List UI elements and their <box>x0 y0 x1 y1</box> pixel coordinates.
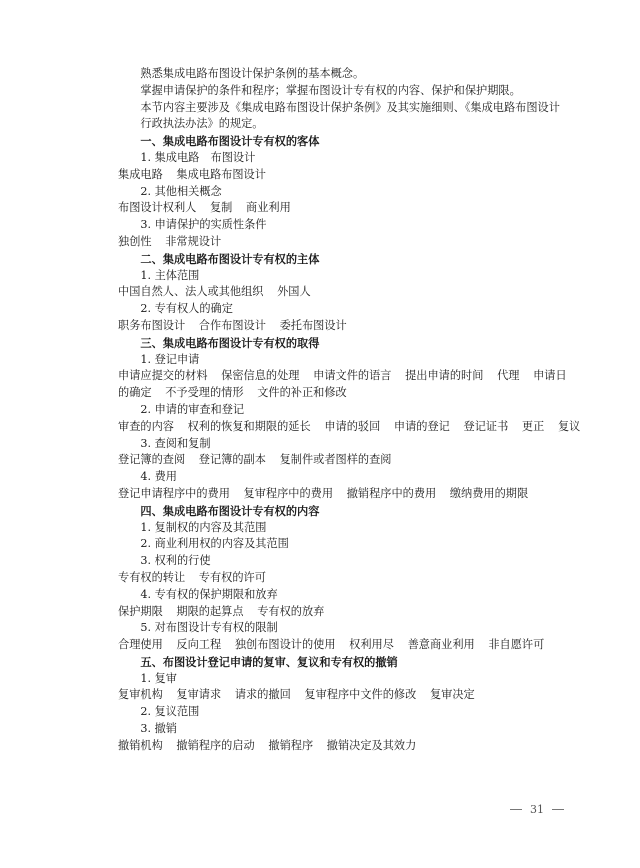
term-item: 职务布图设计 <box>118 318 186 332</box>
subsection-title: 2. 复议范围 <box>140 705 200 719</box>
subsection-title: 3. 权利的行使 <box>140 554 211 568</box>
term-item: 撤销机构 <box>118 738 163 752</box>
subsection-title: 1. 主体范围 <box>140 268 200 282</box>
subsection-title: 3. 撤销 <box>140 722 177 736</box>
subsection-title: 4. 专有权的保护期限和放弃 <box>140 587 278 601</box>
subsection-title: 3. 查阅和复制 <box>140 436 211 450</box>
term-item: 复审决定 <box>429 688 475 702</box>
term-list <box>118 570 570 587</box>
subsection-title: 1. 复制权的内容及其范围 <box>140 520 267 534</box>
footer-dash-right <box>552 809 564 810</box>
term-list <box>118 167 570 184</box>
section-heading: 五、布图设计登记申请的复审、复议和专有权的撤销 <box>140 654 398 669</box>
term-item: 期限的起算点 <box>176 604 244 618</box>
subsection-title: 1. 复审 <box>140 671 177 685</box>
subsection-title: 2. 申请的审查和登记 <box>140 402 245 416</box>
term-item: 更正 <box>521 419 545 433</box>
term-item: 复审程序中的费用 <box>243 486 334 500</box>
term-item: 缴纳费用的期限 <box>449 486 529 500</box>
term-list <box>118 738 570 755</box>
term-item: 集成电路 <box>118 167 163 181</box>
intro-line-1: 熟悉集成电路布图设计保护条例的基本概念。 <box>140 67 365 80</box>
term-item: 登记簿的查阅 <box>118 453 186 467</box>
term-item: 撤销程序的启动 <box>176 738 255 752</box>
term-item: 登记簿的副本 <box>198 453 266 467</box>
subsection-title: 3. 申请保护的实质性条件 <box>140 218 267 232</box>
term-list <box>118 419 581 436</box>
term-item: 复审程序中文件的修改 <box>304 688 417 702</box>
term-item: 非自愿许可 <box>488 638 545 652</box>
term-item: 布图设计权利人 <box>118 201 197 215</box>
term-item: 登记证书 <box>463 419 509 433</box>
term-item: 专有权的转让 <box>118 570 186 584</box>
subsection-title: 2. 专有权人的确定 <box>140 302 233 316</box>
term-item: 中国自然人、法人或其他组织 <box>118 285 264 299</box>
term-item: 申请日的确定 <box>118 369 567 400</box>
term-list <box>118 234 570 251</box>
section-heading: 二、集成电路布图设计专有权的主体 <box>140 251 320 266</box>
term-item: 复审请求 <box>176 688 222 702</box>
term-item: 外国人 <box>277 285 311 299</box>
page-content <box>118 66 581 755</box>
term-item: 复审机构 <box>118 688 163 702</box>
term-item: 权利的恢复和期限的延长 <box>187 419 311 433</box>
term-list <box>118 452 570 469</box>
subsection-title: 2. 商业利用权的内容及其范围 <box>140 537 289 551</box>
term-item: 专有权的许可 <box>198 570 266 584</box>
term-list <box>118 687 570 704</box>
term-list <box>118 368 570 402</box>
page-number: 31 <box>530 803 544 816</box>
term-item: 复制 <box>209 201 233 215</box>
subsection-title: 5. 对布图设计专有权的限制 <box>140 621 278 635</box>
term-list <box>118 200 570 217</box>
term-item: 申请的登记 <box>393 419 450 433</box>
term-list <box>118 637 570 654</box>
term-item: 独创性 <box>118 234 152 248</box>
term-item: 善意商业利用 <box>407 638 475 652</box>
term-list <box>118 284 570 301</box>
page-footer <box>510 803 564 816</box>
term-item: 申请文件的语言 <box>313 369 392 383</box>
section-heading: 四、集成电路布图设计专有权的内容 <box>140 503 320 518</box>
term-item: 集成电路布图设计 <box>176 167 266 181</box>
term-item: 提出申请的时间 <box>405 369 484 383</box>
term-item: 申请应提交的材料 <box>118 369 208 383</box>
term-item: 反向工程 <box>176 638 222 652</box>
term-item: 审查的内容 <box>118 419 174 433</box>
section-heading: 三、集成电路布图设计专有权的取得 <box>140 335 320 350</box>
term-list <box>118 486 570 503</box>
term-item: 申请的驳回 <box>324 419 381 433</box>
term-item: 登记申请程序中的费用 <box>118 486 230 500</box>
footer-dash-left <box>510 809 522 810</box>
section-heading: 一、集成电路布图设计专有权的客体 <box>140 134 320 149</box>
term-item: 不予受理的情形 <box>165 386 244 400</box>
term-item: 商业利用 <box>246 201 291 215</box>
subsection-title: 1. 登记申请 <box>140 352 200 366</box>
term-item: 独创布图设计的使用 <box>234 638 336 652</box>
term-item: 撤销程序中的费用 <box>346 486 437 500</box>
term-item: 委托布图设计 <box>279 318 347 332</box>
term-item: 文件的补正和修改 <box>257 386 347 400</box>
term-item: 合理使用 <box>118 638 163 652</box>
term-item: 请求的撤回 <box>234 688 291 702</box>
term-item: 专有权的放弃 <box>257 604 325 618</box>
term-item: 合作布图设计 <box>198 318 266 332</box>
term-item: 代理 <box>497 369 520 383</box>
term-item: 权利用尽 <box>349 638 394 652</box>
term-item: 非常规设计 <box>165 234 222 248</box>
intro-line-2: 掌握申请保护的条件和程序；掌握布图设计专有权的内容、保护和保护期限。 <box>140 83 521 97</box>
intro-line-3: 本节内容主要涉及《集成电路布图设计保护条例》及其实施细则、《集成电路布图设计行政执法办法》的规定。 <box>140 100 560 131</box>
subsection-title: 4. 费用 <box>140 470 177 484</box>
term-item: 复制件或者图样的查阅 <box>279 453 392 467</box>
term-item: 保密信息的处理 <box>221 369 300 383</box>
subsection-title: 2. 其他相关概念 <box>140 184 222 198</box>
term-item: 保护期限 <box>118 604 163 618</box>
sections-container <box>118 133 581 754</box>
term-item: 复议 <box>557 419 581 433</box>
term-item: 撤销程序 <box>268 738 314 752</box>
subsection-title: 1. 集成电路 布图设计 <box>140 150 256 164</box>
term-list <box>118 604 570 621</box>
term-item: 撤销决定及其效力 <box>326 738 417 752</box>
term-list <box>118 318 570 335</box>
